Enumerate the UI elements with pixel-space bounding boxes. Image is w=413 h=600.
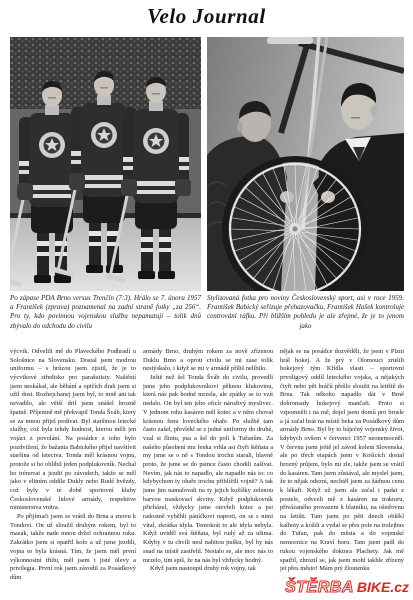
- magazine-title: Velo Journal: [147, 4, 266, 28]
- hockey-players-illustration: [10, 37, 201, 291]
- watermark-logo: [285, 578, 409, 597]
- article-paragraph: Po přijímači jsem se vrátil do Brna a znovu k Tondovi. On už sloužil druhým rokem, byl to mazák, takže nade mnou držel ochrannou ruku. Zakrátko jsem si opatřil kolo a už jsme jezdili, vojna to byla krásná. Tím, že jsem měl první výkonnostní třídu, měl jsem i jisté úlevy a privilegia. První rok jsem závodil za Posádkový dům: [10, 513, 136, 581]
- article-column-2: [143, 348, 273, 600]
- article-paragraph: Ještě než šel Tonda Šváb do civilu, provedli jsme jeho podplukovníkovi pěknou klukovinu, která nás pak hodně mrzela, ale zpátky se to vzít nedalo. On byl ten jeho oficír náruživý myslivec. V jednom rohu kasáren měl kotec a v něm choval krásnou fenu loveckého ohaře. Po službě tam často zašel, převlékl se z jedné uniformy do druhé, vzal si flintu, psa a šel do polí k Tuřanům. Za našeho působení mu fenka vrhla asi čtyři štěňata a my jsme se o ně s Tondou trochu starali, hlavně proto, že jsme se do psince často chodili zašívat. Nevím, jak nás to napadlo, ale napadlo nás to: co kdybychom ty ohaře trochu přiblížili vojně? A tak jsme jim namalovali na ty jejich kožíšky zelenou barvou maskovací skvrny. Když podplukovník přicházel, vždycky jsme otevřeli kotec a psi radostně vyběhli páníčkovi naproti, on se s nimi vítal, zkrátka idyla. Tentokrát to ale idyla nebyla. Když uviděl svá štěňata, byl rudý až za ušima. Kdyby v tu chvíli nesl nabitou pušku, byl by nás snad na místě zastřelil. Nestalo se, ale moc nás to mrzelo, tím spíš, že na nás byl vždycky hodný.: [143, 374, 273, 564]
- article-paragraph: Když jsem nastoupil druhý rok vojny, tak: [150, 565, 256, 573]
- article-column-3: [280, 348, 404, 600]
- article-paragraph: výcvik. Odvelili mě do Plaveckého Podhradí u Sološnice na Slovensku. Dostal jsem modrou uniformu – s hrůzou jsem zjistil, že je to výcvikové středisko pro parašutisty. Naštěstí jsem neskákal, ale běhání a opičích drah jsem si užil dost. Rozhejchanej jsem byl, to mně ani tak nevadilo, ale větší dril jsem snášel hrozně špatně. Příjemně mě překvapil Tonda Šváb, který se za mnou přijel podívat. Byl staršinou letecké služby, což byla tehdy hodnost, kterou měli jen vojáci z povolání. Na posádce z toho bylo pozdvižení, že bažanta Babického přijel navštívit staršina od letectva. Tonda měl krásnou vojnu, protože si ho oblíbil jeden podplukovník. Nechal ho trénovat a jezdit po závodech, takže se měl jako v elitním oddíle Dukly nebo Rudé hvězdy, což byly v té době sportovní kluby Československé lidové armády, respektive ministerstva vnitra.: [10, 348, 136, 512]
- article-column-1: [10, 348, 136, 600]
- photo-caption-right: Stylizovaná fotka pro noviny Československý sport, asi v roce 1959. František Babický seřizuje přehazovačku, František Hašek kontroluje centrování ráfku. Při bližším pohledu je ale zřejmé, že je to jenom jako: [207, 294, 404, 330]
- watermark-brand: ŠTĚRBA: [285, 579, 354, 596]
- watermark-suffix: BIKE.cz: [356, 579, 409, 595]
- article-paragraph: nějak se na posádce dozvěděli, že jsem v Plzni hrál hokej. A že prý v Olomouci zrušili hokejový tým Křídla vlasti – sportovní prvoligový oddíl leteckého vojska, a nějakých čtyři nebo pět hráčů přešlo sloužit na letiště do Brna. Tak někoho napadlo dát v Brně dohromady hokejový mančaft. Proto si vzpomněli i na mě, dojel jsem domů pro brusle a já začal hrát na místě beka za Posádkový dům armády Brno. Byl by to báječný vojenský život, kdybych ovšem v červenci 1957 neonemocněl. V červnu jsem ještě jel závod kolem Slovenska, ale po třech etapách jsem v Košicích dostal hrozný průjem, bylo mi zle, takže jsem se vrátil do kasáren. Tam jsem zůstával, ale myslel jsem, že to nějak odezní, nechtěl jsem za žádnou cenu k lékaři. Když už jsem ale začal i padat z postele, odvezli mě z kasáren na traktoru, přivázaného provazem k blatníku, na ošetřovnu na letišti. Tam jsem po pěti dnech oblékl kalhoty a košili a vydal se přes pole na trolejbus do Tuřan, pak do města a do vojenské nemocnice na Kraví horu. Tam jsem padl do rukou vojenského doktora Plachety. Jak mě spatřil, zhrozil se, jak jsem mohl takhle zřízený jet přes město! Mám prý žloutenku: [280, 348, 404, 573]
- article-paragraph: armády Brno, druhým rokem za nově zřízenou Duklu Brno a oproti civilu se mi zase tolik nestýskalo, i když se mi v armádě příliš nelíbilo.: [143, 348, 273, 373]
- bicycle-mechanics-illustration: [207, 37, 404, 291]
- photo-bicycle-mechanics: [207, 37, 404, 291]
- photo-hockey-players: [10, 37, 201, 291]
- photo-caption-left: Po zápase PDA Brno versus Trenčín (7:3). Hrálo se 7. února 1957 a František (zprava) poznamenal na zadní straně fotky „za 256“. Pro ty, kdo povinnou vojenskou službu nepamatují – tolik dnů zbývalo do odchodu do civilu: [10, 294, 201, 330]
